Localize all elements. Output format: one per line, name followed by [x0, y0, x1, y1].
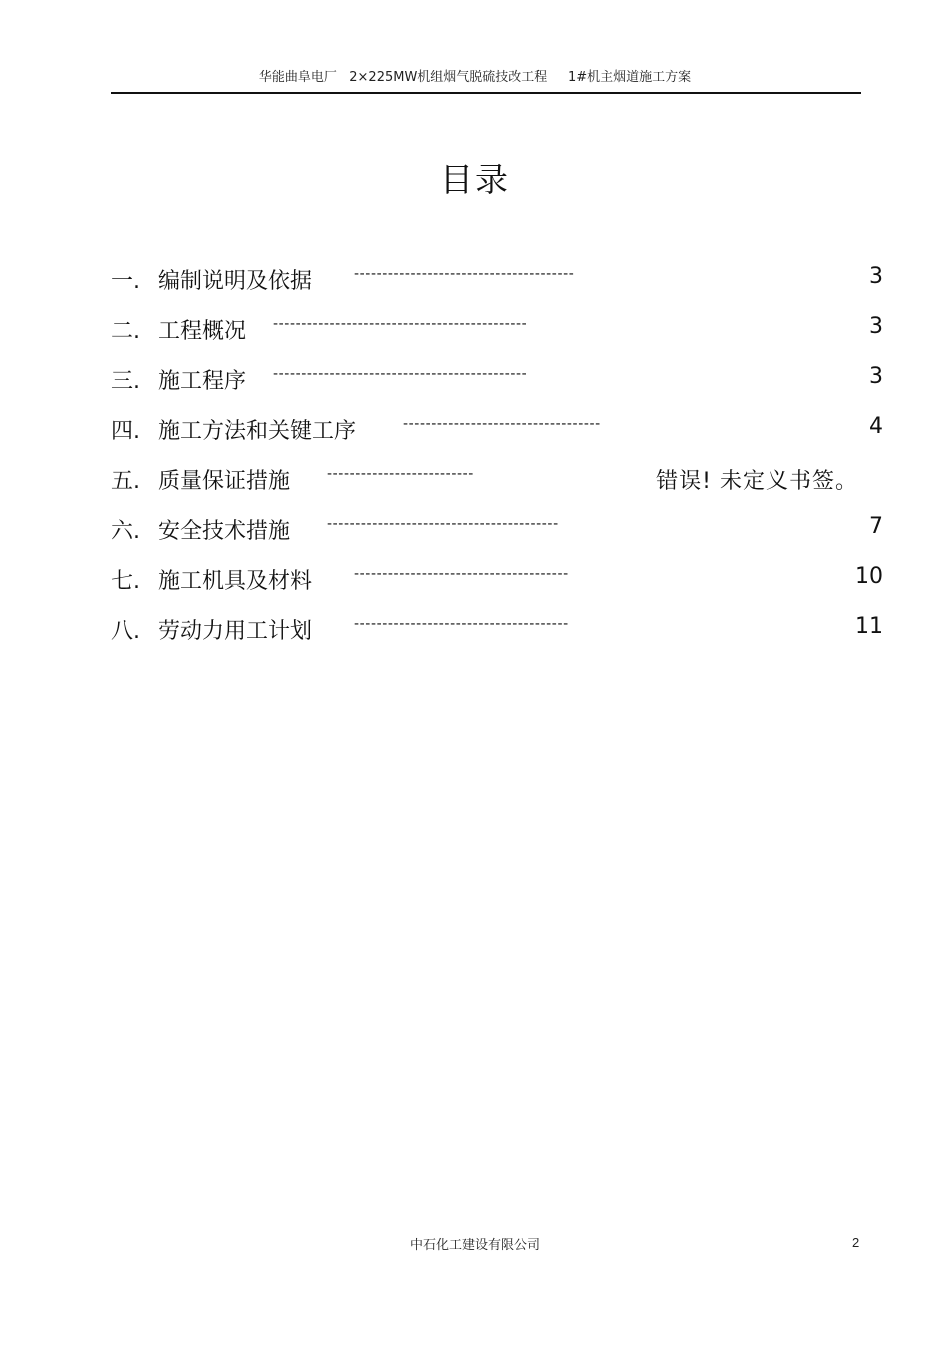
toc-entry-page: 3 — [869, 364, 883, 389]
toc-entry-label: 安全技术措施 — [158, 519, 291, 544]
toc-entry-number: 一. — [111, 269, 140, 294]
toc-leader-dashes: ----------------------------------------- — [327, 516, 559, 532]
toc-entry-label: 编制说明及依据 — [158, 269, 313, 294]
toc-entry-number: 三. — [111, 369, 140, 394]
toc-entry-4[interactable] — [111, 408, 883, 458]
toc-entry-7[interactable] — [111, 558, 883, 608]
toc-entry-page: 11 — [855, 614, 883, 639]
running-header: 华能曲阜电厂 2×225MW机组烟气脱硫技改工程 1#机主烟道施工方案 — [258, 70, 692, 85]
toc-entry-page: 4 — [869, 414, 883, 439]
toc-entry-number: 八. — [111, 619, 140, 644]
toc-entry-6[interactable] — [111, 508, 883, 558]
toc-entry-5[interactable] — [111, 458, 883, 508]
footer-company-name: 中石化工建设有限公司 — [409, 1238, 540, 1253]
toc-entry-number: 四. — [111, 419, 140, 444]
table-of-contents — [111, 258, 883, 658]
toc-entry-number: 五. — [111, 469, 140, 494]
toc-leader-dashes: --------------------------------------------- — [273, 366, 528, 382]
footer-page-number: 2 — [852, 1235, 860, 1250]
toc-leader-dashes: -------------------------------------- — [354, 566, 569, 582]
toc-leader-dashes: ----------------------------------- — [403, 416, 601, 432]
toc-entry-2[interactable] — [111, 308, 883, 358]
toc-entry-label: 施工程序 — [158, 369, 247, 394]
toc-entry-page: 10 — [855, 564, 883, 589]
toc-entry-label: 质量保证措施 — [158, 469, 291, 494]
toc-entry-label: 工程概况 — [158, 319, 247, 344]
page-title: 目录 — [440, 160, 510, 199]
toc-leader-dashes: -------------------------------------- — [354, 616, 569, 632]
toc-entry-label: 施工机具及材料 — [158, 569, 313, 594]
header-divider — [111, 92, 861, 94]
toc-entry-3[interactable] — [111, 358, 883, 408]
toc-entry-page: 7 — [869, 514, 883, 539]
toc-entry-8[interactable] — [111, 608, 883, 658]
toc-entry-page: 3 — [869, 314, 883, 339]
toc-leader-dashes: -------------------------- — [327, 466, 474, 482]
toc-entry-1[interactable] — [111, 258, 883, 308]
toc-entry-number: 二. — [111, 319, 140, 344]
toc-entry-page-error: 错误! 未定义书签。 — [656, 469, 858, 494]
toc-entry-label: 施工方法和关键工序 — [158, 419, 357, 444]
toc-entry-label: 劳动力用工计划 — [158, 619, 313, 644]
toc-entry-number: 七. — [111, 569, 140, 594]
toc-entry-page: 3 — [869, 264, 883, 289]
toc-leader-dashes: --------------------------------------------- — [273, 316, 528, 332]
toc-entry-number: 六. — [111, 519, 140, 544]
toc-leader-dashes: --------------------------------------- — [354, 266, 575, 282]
